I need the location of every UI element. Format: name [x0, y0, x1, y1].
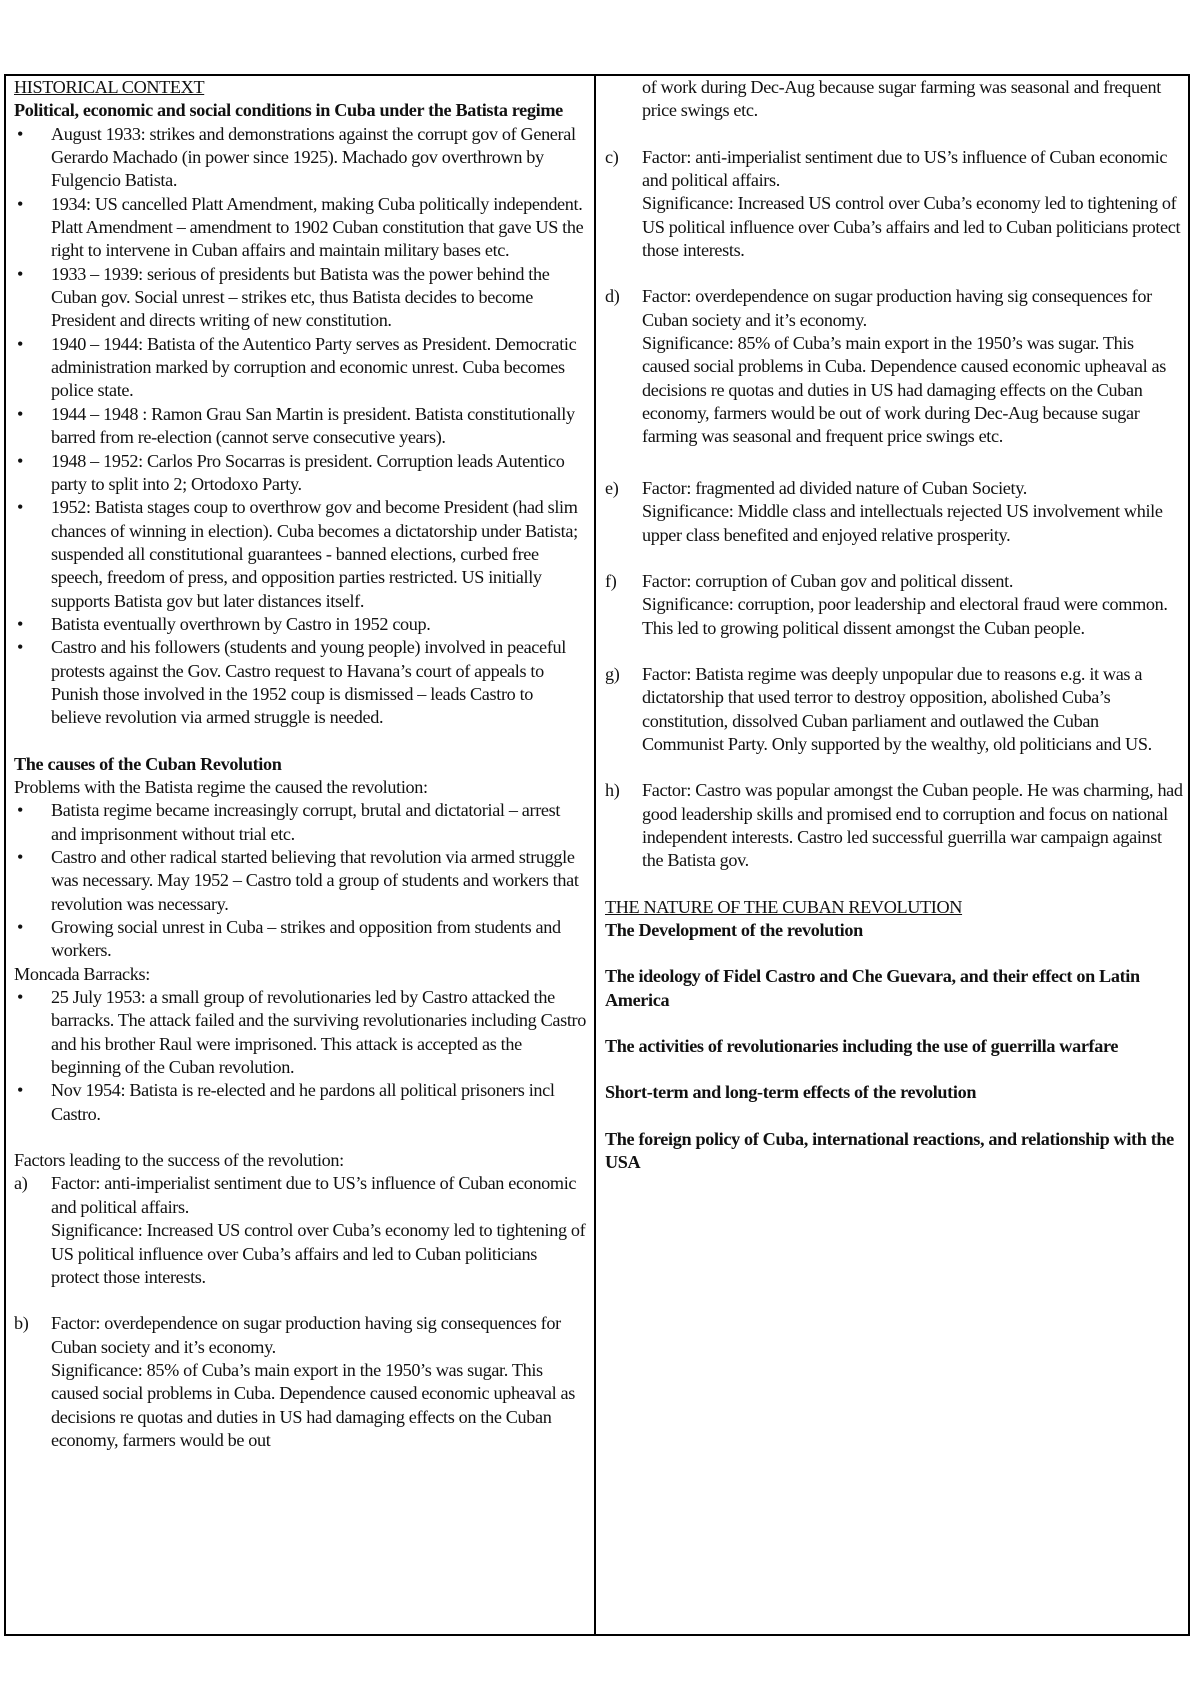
factor-item: e) Factor: fragmented ad divided nature of Cuban Society. Significance: Middle class and intellectuals rejected US involvement while upper class benefited and enjoyed relative prosperity. — [605, 477, 1163, 545]
topic-heading: The ideology of Fidel Castro and Che Guevara, and their effect on Latin America — [605, 966, 1140, 1010]
list-item: • 1944 – 1948 : Ramon Grau San Martin is president. Batista constitutionally barred from re-election (cannot serve consecutive years). — [16, 403, 575, 448]
factor-item: h) Factor: Castro was popular amongst the Cuban people. He was charming, had good leadership skills and promised end to corruption and focus on national independent interests. Castro led successful guerrilla war campaign against the Batista gov. — [605, 780, 1183, 871]
factor-item: c) Factor: anti-imperialist sentiment due to US’s influence of Cuban economic and political affairs. Significance: Increased US control over Cuba’s economy led to tightening of US political influence over Cuba’s affairs and led to Cuban politicians protect those interests. — [605, 146, 1181, 261]
list-item: • August 1933: strikes and demonstrations against the corrupt gov of General Gerardo Machado (in power since 1925). Machado gov overthrown by Fulgencio Batista. — [16, 123, 576, 191]
list-item: • 1952: Batista stages coup to overthrow gov and become President (had slim chances of winning in election). Cuba becomes a dictatorship under Batista; suspended all constitutional guarantees - banned elections, curbed free speech, freedom of press, and opposition parties restricted. US initially supports Batista gov but later distances itself. — [16, 497, 578, 611]
list-item: • Castro and other radical started believing that revolution via armed struggle was necessary. May 1952 – Castro told a group of students and workers that revolution was necessary. — [16, 847, 579, 914]
column-divider — [594, 74, 596, 1636]
factors-intro: Factors leading to the success of the revolution: — [14, 1150, 344, 1171]
list-item: • Castro and his followers (students and young people) involved in peaceful protests against the Gov. Castro request to Havana’s court of appeals to Punish those involved in the 1952 coup is dismissed – leads Castro to believe revolution via armed struggle is needed. — [16, 637, 566, 728]
topic-heading: Short-term and long-term effects of the revolution — [605, 1082, 977, 1103]
list-item: • Batista eventually overthrown by Castro in 1952 coup. — [16, 613, 431, 634]
factor-item: a) Factor: anti-imperialist sentiment due to US’s influence of Cuban economic and political affairs. Significance: Increased US control over Cuba’s economy led to tightening of US political influence over Cuba’s affairs and led to Cuban politicians protect those interests. — [14, 1173, 586, 1287]
historical-context-heading: HISTORICAL CONTEXT — [14, 77, 205, 97]
list-item: • Batista regime became increasingly corrupt, brutal and dictatorial – arrest and imprisonment without trial etc. — [16, 800, 561, 844]
problems-intro: Problems with the Batista regime the caused the revolution: — [14, 776, 428, 797]
factor-item: d) Factor: overdependence on sugar production having sig consequences for Cuban society and it’s economy. Significance: 85% of Cuba’s main export in the 1950’s was sugar. This caused social problems in Cuba. Dependence caused economic upheaval as decisions re quotas and duties in US had damaging effects on the Cuban economy, farmers would be out of work during Dec-Aug because sugar farming was seasonal and frequent price swings etc. — [605, 286, 1166, 447]
topic-heading: The Development of the revolution — [605, 919, 863, 940]
left-column — [14, 76, 586, 1452]
list-item: • Nov 1954: Batista is re-elected and he pardons all political prisoners incl Castro. — [16, 1080, 555, 1124]
topic-heading: The activities of revolutionaries including the use of guerrilla warfare — [605, 1036, 1119, 1056]
conditions-title: Political, economic and social conditions in Cuba under the Batista regime — [14, 100, 563, 121]
list-item: • 1934: US cancelled Platt Amendment, making Cuba politically independent. Platt Amendment – amendment to 1902 Cuban constitution that gave US the right to intervene in Cuban affairs and maintain military bases etc. — [16, 193, 584, 261]
list-item: • Growing social unrest in Cuba – strikes and opposition from students and workers. — [16, 917, 561, 961]
list-item: • 1940 – 1944: Batista of the Autentico Party serves as President. Democratic administration marked by corruption and economic unrest. Cuba becomes police state. — [16, 333, 577, 401]
continuation-text: of work during Dec-Aug because sugar farming was seasonal and frequent price swings etc. — [642, 77, 1161, 121]
conditions-list — [14, 123, 586, 730]
list-item: • 1933 – 1939: serious of presidents but Batista was the power behind the Cuban gov. Social unrest – strikes etc, thus Batista decides to become President and directs writing of new constitution. — [16, 263, 550, 331]
factor-item: b) Factor: overdependence on sugar production having sig consequences for Cuban society and it’s economy. Significance: 85% of Cuba’s main export in the 1950’s was sugar. This caused social problems in Cuba. Dependence caused economic upheaval as decisions re quotas and duties in US had damaging effects on the Cuban economy, farmers would be out — [14, 1313, 575, 1450]
problems-list — [14, 799, 586, 962]
list-item: • 25 July 1953: a small group of revolutionaries led by Castro attacked the barracks. The attack failed and the surviving revolutionaries including Castro and his brother Raul were imprisoned. This attack is accepted as the beginning of the Cuban revolution. — [16, 987, 586, 1078]
right-column — [605, 76, 1183, 1174]
moncada-list — [14, 986, 586, 1126]
topic-heading: The foreign policy of Cuba, international reactions, and relationship with the USA — [605, 1128, 1174, 1173]
moncada-label: Moncada Barracks: — [14, 963, 150, 984]
factor-item: f) Factor: corruption of Cuban gov and political dissent. Significance: corruption, poor leadership and electoral fraud were common. This led to growing political dissent amongst the Cuban people. — [605, 570, 1168, 638]
causes-title: The causes of the Cuban Revolution — [14, 753, 282, 774]
nature-heading: THE NATURE OF THE CUBAN REVOLUTION — [605, 896, 963, 917]
list-item: • 1948 – 1952: Carlos Pro Socarras is president. Corruption leads Autentico party to split into 2; Ortodoxo Party. — [16, 450, 565, 494]
factor-item: g) Factor: Batista regime was deeply unpopular due to reasons e.g. it was a dictatorship that used terror to destroy opposition, abolished Cuba’s constitution, dissolved Cuban parliament and outlawed the Cuban Communist Party. Only supported by the wealthy, old politicians and US. — [605, 663, 1152, 754]
